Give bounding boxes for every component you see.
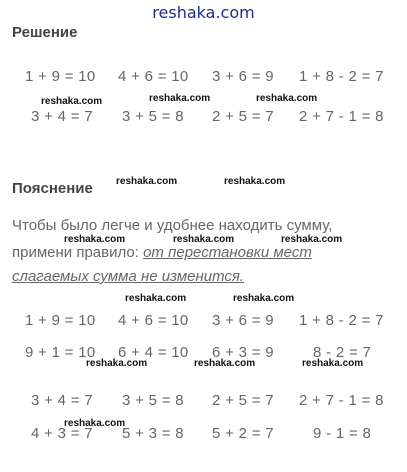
- equation: 3 + 5 = 8: [122, 392, 184, 409]
- equation: 9 + 1 = 10: [25, 344, 96, 361]
- equation: 2 + 7 - 1 = 8: [299, 108, 384, 125]
- equation: 4 + 3 = 7: [31, 425, 93, 442]
- explanation-heading: Пояснение: [12, 180, 93, 197]
- rule-text: слагаемых сумма не изменится.: [12, 268, 245, 285]
- watermark: reshaka.com: [233, 293, 295, 304]
- equation: 1 + 8 - 2 = 7: [299, 312, 384, 329]
- equation: 2 + 7 - 1 = 8: [299, 392, 384, 409]
- watermark: reshaka.com: [41, 96, 103, 107]
- equation: 3 + 4 = 7: [31, 108, 93, 125]
- equation: 6 + 3 = 9: [212, 344, 274, 361]
- explanation-line-2-prefix: примени правило:: [12, 244, 144, 261]
- watermark: reshaka.com: [302, 358, 364, 369]
- watermark: reshaka.com: [256, 93, 318, 104]
- watermark: reshaka.com: [281, 234, 343, 245]
- watermark: reshaka.com: [173, 234, 235, 245]
- watermark: reshaka.com: [116, 176, 178, 187]
- equation: 8 - 2 = 7: [313, 344, 372, 361]
- equation: 4 + 6 = 10: [118, 312, 189, 329]
- equation: 1 + 8 - 2 = 7: [299, 68, 384, 85]
- watermark: reshaka.com: [194, 358, 256, 369]
- explanation-line-3: [12, 268, 244, 285]
- equation: 2 + 5 = 7: [212, 392, 274, 409]
- explanation-line-1: Чтобы было легче и удобнее находить сумму,: [12, 217, 333, 234]
- equation: 3 + 6 = 9: [212, 68, 274, 85]
- explanation-line-2: [12, 244, 312, 261]
- watermark: reshaka.com: [64, 418, 126, 429]
- equation: 6 + 4 = 10: [118, 344, 189, 361]
- equation: 5 + 2 = 7: [212, 425, 274, 442]
- watermark: reshaka.com: [224, 176, 286, 187]
- equation: 2 + 5 = 7: [212, 108, 274, 125]
- watermark: reshaka.com: [86, 358, 148, 369]
- equation: 4 + 6 = 10: [118, 68, 189, 85]
- equation: 5 + 3 = 8: [122, 425, 184, 442]
- equation: 1 + 9 = 10: [25, 312, 96, 329]
- equation: 3 + 5 = 8: [122, 108, 184, 125]
- watermark: reshaka.com: [64, 234, 126, 245]
- rule-text: от перестановки мест: [143, 244, 312, 261]
- equation: 3 + 6 = 9: [212, 312, 274, 329]
- equation: 3 + 4 = 7: [31, 392, 93, 409]
- solution-heading: Решение: [12, 24, 78, 41]
- equation: 9 - 1 = 8: [313, 425, 372, 442]
- watermark: reshaka.com: [125, 293, 187, 304]
- site-title: reshaka.com: [152, 3, 255, 22]
- equation: 1 + 9 = 10: [25, 68, 96, 85]
- watermark: reshaka.com: [149, 93, 211, 104]
